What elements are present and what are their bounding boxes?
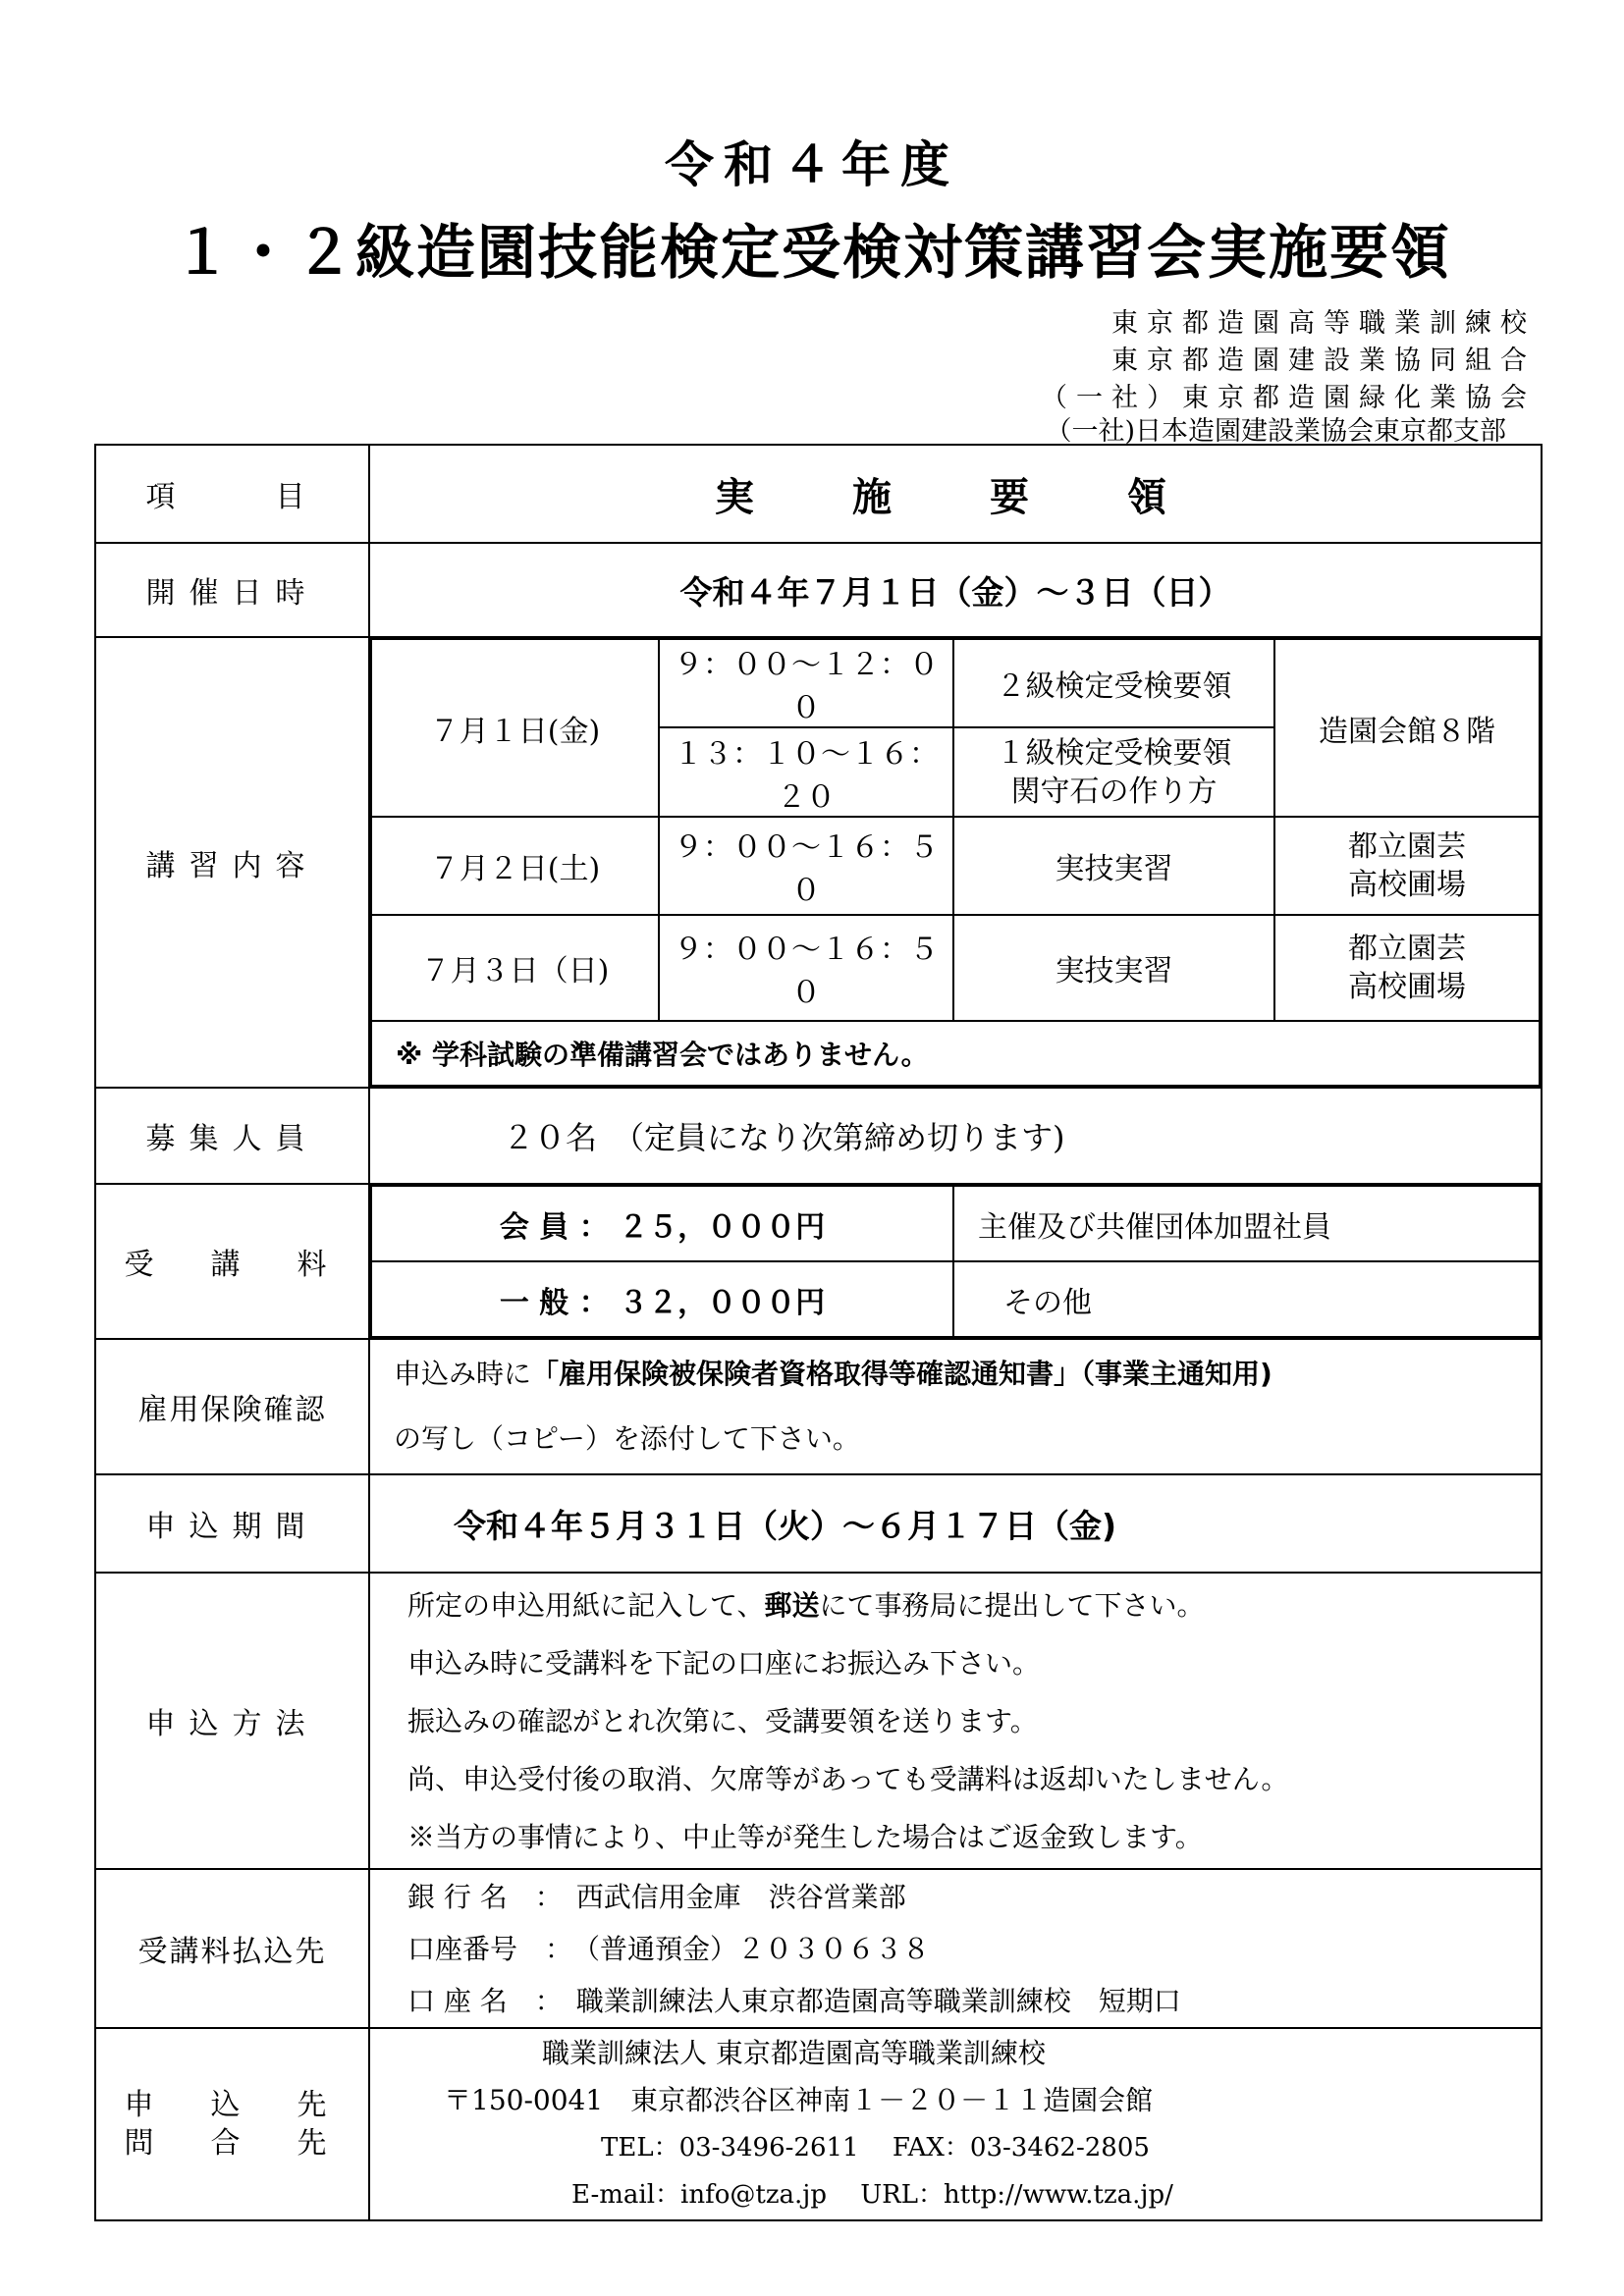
method-line1-post: にて事務局に提出して下さい。 xyxy=(819,1588,1205,1622)
course-label: 講習内容 xyxy=(95,637,369,1088)
day2-place-line2: 高校圃場 xyxy=(1348,868,1466,902)
day2-time: ９：００～１６：５０ xyxy=(659,817,953,915)
contact-address: 〒150-0041 東京都渋谷区神南１－２０－１１造園会館 xyxy=(444,2084,1154,2116)
course-row xyxy=(95,637,1542,1088)
insurance-line1 xyxy=(394,1342,1541,1407)
year-title: 令和４年度 xyxy=(665,136,959,193)
method-line1 xyxy=(407,1576,1541,1634)
date-value: 令和４年７月１日（金）～３日（日） xyxy=(369,543,1542,637)
guidelines-table xyxy=(94,444,1543,2221)
fee-row xyxy=(95,1184,1542,1339)
day1-slot1-time: ９：００～１２：００ xyxy=(659,639,953,727)
day3-place xyxy=(1274,915,1540,1021)
method-line3: 振込みの確認がとれ次第に、受講要領を送ります。 xyxy=(407,1704,1038,1737)
day2-content: 実技実習 xyxy=(953,817,1274,915)
day3-place-line1: 都立園芸 xyxy=(1348,932,1466,966)
day2-date: ７月２日(土) xyxy=(371,817,659,915)
method-content xyxy=(369,1573,1542,1869)
contact-content xyxy=(369,2028,1542,2220)
main-title: １・２級造園技能検定受検対策講習会実施要領 xyxy=(173,219,1451,288)
insurance-line2: の写し（コピー）を添付して下さい。 xyxy=(394,1422,860,1455)
capacity-value: ２０名 （定員になり次第締め切ります) xyxy=(369,1088,1542,1184)
method-line1-pre: 所定の申込用紙に記入して、 xyxy=(407,1588,765,1622)
insurance-content xyxy=(369,1339,1542,1474)
capacity-row xyxy=(95,1088,1542,1184)
insurance-line1-pre: 申込み時に xyxy=(394,1358,532,1390)
capacity-label: 募集人員 xyxy=(95,1088,369,1184)
day3-date: ７月３日（日) xyxy=(371,915,659,1021)
payment-row xyxy=(95,1869,1542,2028)
payment-label: 受講料払込先 xyxy=(95,1869,369,2028)
period-label: 申込期間 xyxy=(95,1474,369,1573)
contact-label-line1: 申 込 先 xyxy=(124,2088,341,2122)
method-line1-bold: 郵送 xyxy=(764,1588,820,1622)
fee-content xyxy=(369,1184,1542,1339)
method-line5: ※当方の事情により、中止等が発生した場合はご返金致します。 xyxy=(407,1820,1203,1853)
day1-place: 造園会館８階 xyxy=(1274,639,1540,817)
day1-slot2-content-line1: １級検定受検要領 xyxy=(996,735,1232,771)
method-line4: 尚、申込受付後の取消、欠席等があっても受講料は返却いたしません。 xyxy=(407,1762,1289,1795)
day2-place-line1: 都立園芸 xyxy=(1348,829,1466,864)
day2-place xyxy=(1274,817,1540,915)
day1-slot2-content-line2: 関守石の作り方 xyxy=(1010,774,1218,809)
schedule-row-day2 xyxy=(371,817,1540,915)
schedule-row-day3 xyxy=(371,915,1540,1021)
method-row xyxy=(95,1573,1542,1869)
contact-org: 職業訓練法人 東京都造園高等職業訓練校 xyxy=(542,2037,1046,2069)
schedule-row-day1-a xyxy=(371,639,1540,727)
schedule-note-row xyxy=(371,1021,1540,1086)
payment-content xyxy=(369,1869,1542,2028)
date-label: 開催日時 xyxy=(95,543,369,637)
day1-date: ７月１日(金) xyxy=(371,639,659,817)
period-value: 令和４年５月３１日（火）～６月１７日（金) xyxy=(369,1474,1542,1573)
organizer-4: （一社)日本造園建設業協会東京都支部 xyxy=(1045,416,1506,447)
general-price: 一 般 ： ３２，０００円 xyxy=(371,1261,953,1337)
payment-account-name: 口 座 名 ： 職業訓練法人東京都造園高等職業訓練校 短期口 xyxy=(407,1984,1181,2017)
fee-general-row xyxy=(371,1261,1540,1337)
date-row xyxy=(95,543,1542,637)
day1-slot2-time: １３：１０～１６：２０ xyxy=(659,727,953,817)
organizer-2: 東京都造園建設業協同組合 xyxy=(1111,346,1536,376)
method-line2: 申込み時に受講料を下記の口座にお振込み下さい。 xyxy=(407,1646,1041,1680)
fee-table xyxy=(370,1185,1541,1338)
contact-tel-fax: TEL：03-3496-2611 FAX：03-3462-2805 xyxy=(601,2133,1150,2163)
payment-bank: 銀 行 名 ： 西武信用金庫 渋谷営業部 xyxy=(407,1880,906,1913)
schedule-table xyxy=(370,638,1541,1087)
day3-content: 実技実習 xyxy=(953,915,1274,1021)
course-content xyxy=(369,637,1542,1088)
day1-slot1-content: ２級検定受検要領 xyxy=(953,639,1274,727)
member-desc: 主催及び共催団体加盟社員 xyxy=(953,1186,1540,1261)
period-row xyxy=(95,1474,1542,1573)
day3-place-line2: 高校圃場 xyxy=(1348,970,1466,1004)
table-header-row xyxy=(95,445,1542,543)
insurance-label: 雇用保険確認 xyxy=(95,1339,369,1474)
contact-label xyxy=(95,2028,369,2220)
column-header-detail: 実 施 要 領 xyxy=(369,445,1542,543)
contact-mail-url: E-mail：info@tza.jp URL：http://www.tza.jp/ xyxy=(571,2180,1173,2210)
general-desc: その他 xyxy=(953,1261,1540,1337)
day3-time: ９：００～１６：５０ xyxy=(659,915,953,1021)
payment-account-no: 口座番号 ： （普通預金）２０３０６３８ xyxy=(407,1932,931,1965)
contact-label-line2: 問 合 先 xyxy=(124,2126,341,2161)
method-label: 申込方法 xyxy=(95,1573,369,1869)
fee-label: 受 講 料 xyxy=(95,1184,369,1339)
organizer-1: 東京都造園高等職業訓練校 xyxy=(1111,308,1536,339)
organizer-3: （一社）東京都造園緑化業協会 xyxy=(1041,383,1536,413)
column-header-item: 項 目 xyxy=(95,445,369,543)
insurance-row xyxy=(95,1339,1542,1474)
fee-member-row xyxy=(371,1186,1540,1261)
member-price: 会 員 ： ２５，０００円 xyxy=(371,1186,953,1261)
insurance-line1-bold: 「雇用保険被保険者資格取得等確認通知書」（事業主通知用) xyxy=(531,1358,1272,1390)
contact-row xyxy=(95,2028,1542,2220)
day1-slot2-content xyxy=(953,727,1274,817)
course-note: ※ 学科試験の準備講習会ではありません。 xyxy=(371,1021,1540,1086)
